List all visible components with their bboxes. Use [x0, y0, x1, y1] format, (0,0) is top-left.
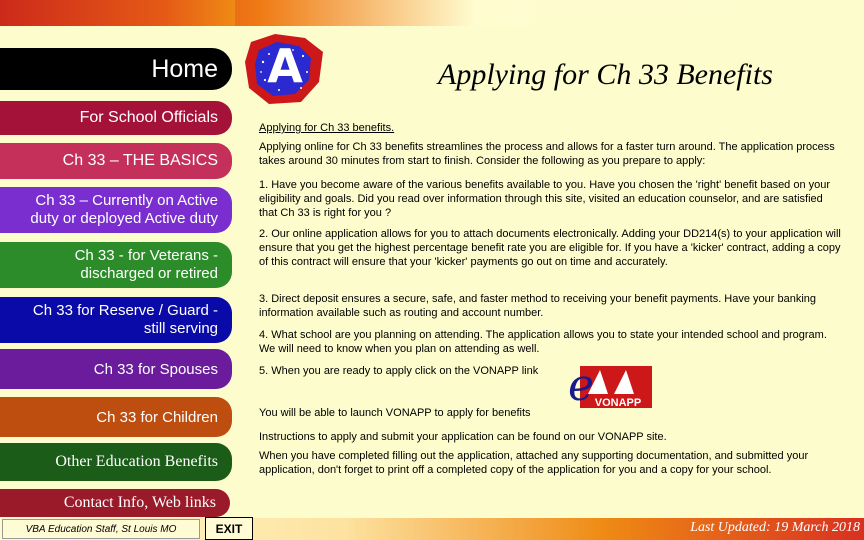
content-launch: You will be able to launch VONAPP to apply for benefits: [259, 407, 531, 419]
nav-spouses-label: Ch 33 for Spouses: [93, 360, 218, 378]
vonapp-letter: e: [568, 360, 595, 410]
nav-other-label: Other Education Benefits: [55, 453, 218, 470]
content-intro: Applying online for Ch 33 benefits streamlines the process and allows for a faster turn around. The application process takes around 30 minutes from start to finish. Consider the following as you prepare to apply:: [259, 141, 835, 167]
content-item-2: 2. Our online application allows for you to attach documents electronically. Adding your DD214(s) to your application will ensure that you get the highest percentage benefit rate you are eligible for. If you have a 'kicker' contract, adding a copy of this contract will ensure that your 'kicker' payments go out on time and accurately.: [259, 228, 841, 268]
content-instructions: Instructions to apply and submit your application can be found on our VONAPP site.: [259, 431, 667, 443]
nav-reserve-label-1: Ch 33 for Reserve / Guard -: [32, 302, 218, 319]
evonapp-logo-icon[interactable]: [566, 360, 654, 410]
nav-active-label-2: duty or deployed Active duty: [30, 210, 218, 227]
content-item-1: 1. Have you become aware of the various benefits available to you. Have you chosen the 'right' benefit based on your eligibility and goals. Did you read over information through this site, visited an education counselor, and are satisfied that Ch 33 is right for you ?: [259, 179, 831, 219]
nav-reserve-label-2: still serving: [143, 320, 218, 337]
nav-school-officials-button[interactable]: [0, 101, 232, 135]
logo-letter: A: [267, 39, 303, 93]
nav-children-label: Ch 33 for Children: [96, 408, 218, 426]
page-title: Applying for Ch 33 Benefits: [438, 58, 773, 91]
nav-active-duty-button[interactable]: [0, 187, 232, 233]
nav-home-button[interactable]: [0, 48, 232, 90]
nav-basics-label: Ch 33 – THE BASICS: [62, 152, 218, 169]
content-heading: Applying for Ch 33 benefits.: [259, 122, 395, 134]
content-item-5: 5. When you are ready to apply click on the VONAPP link: [259, 365, 539, 377]
nav-basics-button[interactable]: [0, 143, 232, 179]
last-updated: Last Updated: 19 March 2018: [690, 520, 860, 535]
a-logo-icon: [243, 32, 327, 106]
nav-contact-button[interactable]: [0, 489, 230, 517]
nav-reserve-guard-button[interactable]: [0, 297, 232, 343]
content-item-3: 3. Direct deposit ensures a secure, safe, and faster method to receiving your benefit payments. Have your banking information available such as routing and account number.: [259, 293, 817, 319]
nav-veterans-label-1: Ch 33 - for Veterans -: [74, 247, 218, 264]
nav-veterans-button[interactable]: [0, 242, 232, 288]
top-left-gradient: [0, 0, 235, 26]
nav-spouses-button[interactable]: [0, 349, 232, 389]
vonapp-label: VONAPP: [594, 397, 642, 409]
nav-veterans-label-2: discharged or retired: [80, 265, 218, 282]
content-final: When you have completed filling out the application, attached any supporting documentation, and submitted your application, don't forget to print off a completed copy of the application for you and a copy for your school.: [259, 450, 809, 476]
nav-other-benefits-button[interactable]: [0, 443, 232, 481]
nav-contact-label: Contact Info, Web links: [63, 494, 216, 511]
content-item-4: 4. What school are you planning on attending. The application allows you to state your intended school and program. We will need to know when you plan on attending as well.: [259, 329, 827, 355]
nav-active-label-1: Ch 33 – Currently on Active: [35, 192, 218, 209]
nav-children-button[interactable]: [0, 397, 232, 437]
nav-home-label: Home: [151, 54, 218, 83]
staff-credit: VBA Education Staff, St Louis MO: [2, 519, 200, 539]
exit-button[interactable]: EXIT: [205, 517, 253, 540]
nav-officials-label: For School Officials: [79, 109, 218, 126]
